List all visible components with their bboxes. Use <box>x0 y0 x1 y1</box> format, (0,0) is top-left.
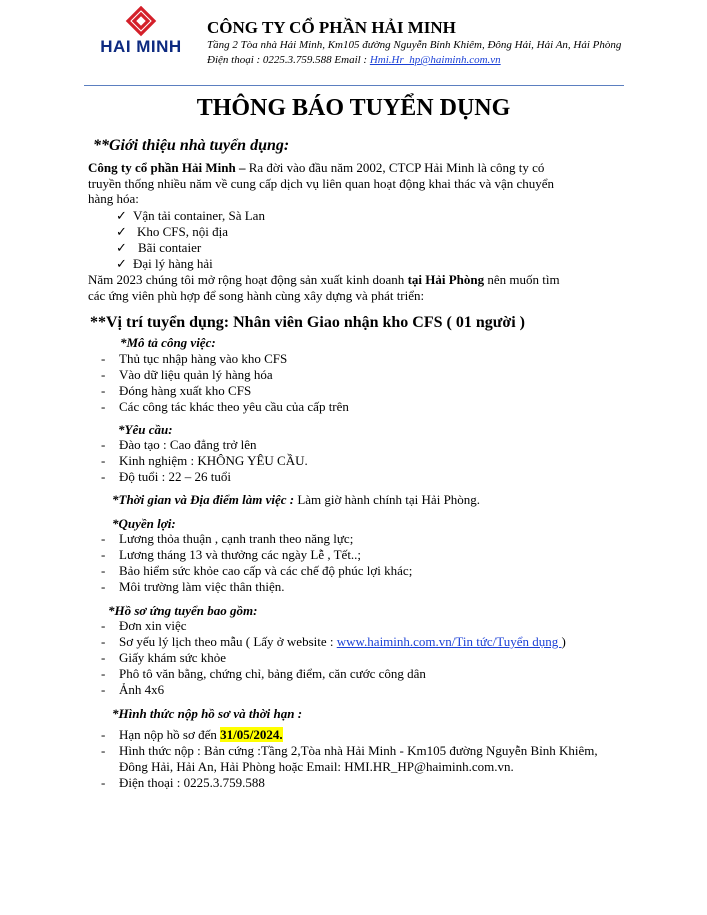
list-item: - Ảnh 4x6 <box>101 682 165 698</box>
intro-paragraph <box>88 160 628 207</box>
benefits-list <box>101 531 412 595</box>
list-item: - Đơn xin việc <box>101 618 187 633</box>
service-item: ✓ Đại lý hàng hải <box>116 256 213 271</box>
company-name: CÔNG TY CỔ PHẦN HẢI MINH <box>207 18 456 37</box>
documents-heading: *Hồ sơ ứng tuyển bao gồm: <box>108 603 258 618</box>
header-divider <box>84 85 624 86</box>
expansion-location: tại Hải Phòng <box>407 272 485 287</box>
intro-line2: truyền thống nhiều năm về cung cấp dịch vụ liên quan hoạt động khai thác và vận chuyển <box>88 175 555 191</box>
list-item: - Đào tạo : Cao đẳng trở lên <box>101 437 257 452</box>
document-title: THÔNG BÁO TUYỂN DỤNG <box>196 95 511 121</box>
list-item: - Đóng hàng xuất kho CFS <box>101 383 252 399</box>
checkmark-icon: ✓ <box>116 208 127 223</box>
intro-line3: hàng hóa: <box>88 191 139 206</box>
logo-wordmark: HAI MINH <box>100 37 182 56</box>
company-contact <box>207 53 501 67</box>
list-item: Đông Hải, Hải An, Hải Phòng hoặc Email: HMI.HR_HP@haiminh.com.vn. <box>119 759 514 775</box>
company-logo <box>92 6 190 62</box>
contact-email-link[interactable]: Hmi.Hr_hp@haiminh.com.vn <box>369 54 501 66</box>
requirements-heading: *Yêu cầu: <box>118 422 173 437</box>
position-heading: **Vị trí tuyển dụng: Nhân viên Giao nhận kho CFS ( 01 người ) <box>90 314 525 331</box>
list-item: - Lương thỏa thuận , cạnh tranh theo năng lực; <box>101 531 354 546</box>
time-place <box>112 492 480 508</box>
list-item: - Độ tuổi : 22 – 26 tuổi <box>101 469 231 485</box>
list-item: - Bảo hiểm sức khỏe cao cấp và các chế độ phúc lợi khác; <box>101 563 413 579</box>
list-item: - Điện thoại : 0225.3.759.588 <box>101 775 265 791</box>
submission-list <box>101 727 598 791</box>
service-item: ✓ Bãi contaier <box>116 240 202 255</box>
list-item: - Lương tháng 13 và thưởng các ngày Lễ , Tết..; <box>101 547 362 563</box>
service-item: ✓ Kho CFS, nội địa <box>116 224 229 239</box>
company-address: Tầng 2 Tòa nhà Hải Minh, Km105 đường Nguyễn Bỉnh Khiêm, Đông Hải, Hải An, Hải Phòng <box>207 39 622 51</box>
list-item: - Hạn nộp hồ sơ đến 31/05/2024. <box>101 727 283 742</box>
list-item: - Môi trường làm việc thân thiện. <box>101 579 285 595</box>
logo-diamond-icon <box>92 6 190 38</box>
list-item: - Thủ tục nhập hàng vào kho CFS <box>101 351 288 366</box>
deadline-date: 31/05/2024. <box>220 727 283 742</box>
job-description-list <box>101 351 349 415</box>
expansion-paragraph: Năm 2023 chúng tôi mở rộng hoạt động sản xuất kinh doanh tại Hải Phòng nên muốn tìm các ứng viên phù hợp để song hành cùng xây dựng và phát triển: <box>88 272 560 303</box>
deadline-label: Hạn nộp hồ sơ đến <box>119 727 221 742</box>
list-item: - Sơ yếu lý lịch theo mẫu ( Lấy ở website : www.haiminh.com.vn/Tin tức/Tuyển dụng ) <box>101 634 566 650</box>
checkmark-icon: ✓ <box>116 256 127 271</box>
list-item: - Giấy khám sức khỏe <box>101 650 227 666</box>
benefits-heading: *Quyền lợi: <box>112 516 176 531</box>
list-item: - Các công tác khác theo yêu cầu của cấp trên <box>101 399 349 415</box>
job-description-heading: *Mô tả công việc: <box>120 335 216 350</box>
list-item: - Kinh nghiệm : KHÔNG YÊU CẦU. <box>101 453 308 469</box>
checkmark-icon: ✓ <box>116 240 127 255</box>
contact-phone: Điện thoại : 0225.3.759.588 Email : <box>207 54 370 66</box>
submission-heading: *Hình thức nộp hồ sơ và thời hạn : <box>112 706 303 721</box>
time-place-heading: *Thời gian và Địa điểm làm việc : <box>112 492 295 507</box>
list-item: - Phô tô văn bằng, chứng chỉ, bảng điểm, căn cước công dân <box>101 666 426 682</box>
requirements-list <box>101 437 308 485</box>
service-item: ✓ Vận tải container, Sà Lan <box>116 208 265 223</box>
intro-line1: Ra đời vào đầu năm 2002, CTCP Hải Minh là công ty có <box>245 160 545 175</box>
time-place-value: Làm giờ hành chính tại Hải Phòng. <box>294 492 481 507</box>
documents-list <box>101 618 566 698</box>
intro-company-bold: Công ty cổ phần Hải Minh – <box>88 160 246 175</box>
checkmark-icon: ✓ <box>116 224 127 239</box>
intro-heading: **Giới thiệu nhà tuyển dụng: <box>93 137 290 154</box>
list-item: - Hình thức nộp : Bản cứng :Tầng 2,Tòa nhà Hải Minh - Km105 đường Nguyễn Bỉnh Khiêm, <box>101 743 598 759</box>
list-item: - Vào dữ liệu quản lý hàng hóa <box>101 367 273 383</box>
website-link[interactable]: www.haiminh.com.vn/Tin tức/Tuyển dụng <box>336 634 562 650</box>
